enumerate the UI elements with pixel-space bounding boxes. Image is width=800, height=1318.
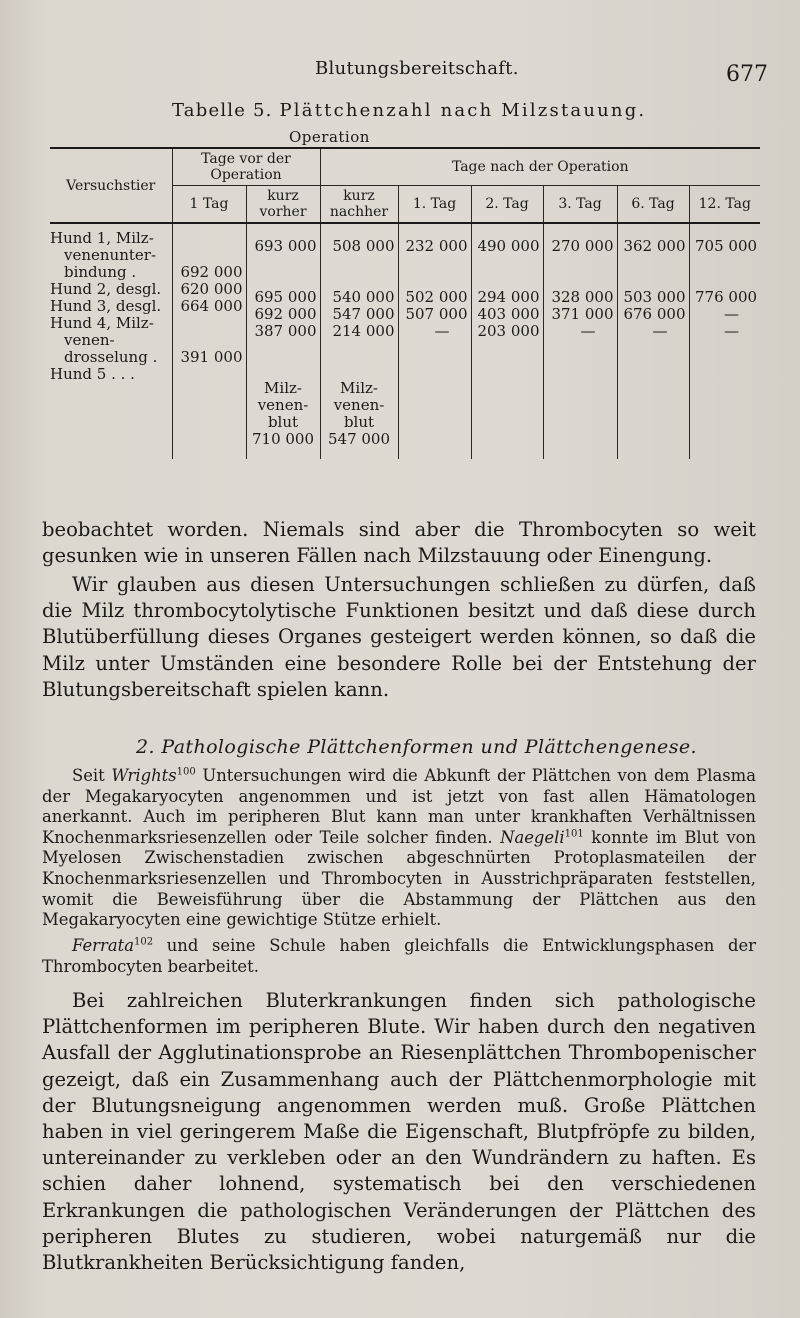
author-wright: Wrights: [111, 766, 177, 785]
paragraph-5-text: Bei zahlreichen Bluterkrankungen finden sich pathologische Plättchenformen im peripheren Blute. Wir haben durch den negativen Ausfall der Agglutinationsprobe an Riesenplättchen Thrombopenischer gezeigt, daß ein Zusammenhang auch der Plättchenmorphologie mit der Blutungsneigung angenommen werden muß. Große Plättchen haben in viel geringerem Maße die Eigenschaft, Blutpfröpfe zu bilden, untereinander zu verkleben oder an den Wundrändern zu haften. Es schien daher lohnend, systematisch bei den verschiedenen Erkrankungen die pathologischen Veränderungen der Plättchen des peripheren Blutes zu studieren, wobei naturgemäß nur die Blutkrankheiten Berücksichtigung fanden,: [42, 989, 756, 1275]
table-superheader: Operation: [289, 128, 370, 146]
paragraph-3: Seit Wrights$^{100}$ Untersuchungen wird die Abkunft der Plättchen von dem Plasma der Megakaryocyten angenommen und ist jetzt von fast allen Hämatologen anerkannt. Auch im peripheren Blut kann man unter krankhaften Verhältnissen Knochenmarksriesenzellen oder Teile solcher finden. Naegeli$^{101}$ konnte im Blut von Myelosen Zwischenstadien zwischen abgeschnürten Protoplasmateilen der Knochenmarksriesenzellen und Thrombocyten in Ausstrichpräparaten feststellen, womit die Beweisführung über die Abstammung der Plättchen aus den Megakaryocyten eine gewichtige Stütze erhielt.: [42, 766, 757, 930]
header-col-6-tag: 6. Tag: [617, 186, 689, 224]
header-col-1-tag-after: 1. Tag: [398, 186, 471, 224]
ref-100: 100: [176, 766, 196, 778]
ref-102: 102: [133, 936, 154, 948]
running-head-title: Blutungsbereitschaft.: [315, 58, 519, 79]
header-col-3-tag: 3. Tag: [543, 186, 617, 224]
header-col-2-tag: 2. Tag: [471, 186, 543, 224]
header-col-kurz-nachher: kurz nachher: [320, 186, 398, 224]
column-1-tag-after: 232 000 502 000 507 000 —: [398, 223, 471, 459]
header-group-before: Tage vor der Operation: [172, 148, 320, 186]
header-group-after: Tage nach der Operation: [320, 148, 760, 186]
column-kurz-vorher: 693 000 695 000 692 000 387 000 Milz- venen- blut 710 000: [246, 223, 320, 459]
paragraph-2: [42, 572, 756, 703]
subject-column: Hund 1, Milz- venenunter- bindung . Hund 2, desgl. Hund 3, desgl. Hund 4, Milz- venen- drosselung . Hund 5 . . .: [50, 229, 162, 383]
column-3-tag: 270 000 328 000 371 000 —: [543, 223, 617, 459]
paragraph-4: Ferrata$^{102}$ und seine Schule haben gleichfalls die Entwicklungsphasen der Thrombocyten bearbeitet.: [42, 936, 756, 976]
column-6-tag: 362 000 503 000 676 000 —: [617, 223, 689, 459]
column-kurz-nachher: 508 000 540 000 547 000 214 000 Milz- venen- blut 547 000: [320, 223, 398, 459]
table-caption: [172, 100, 646, 121]
paragraph-2-text: Wir glauben aus diesen Untersuchungen schließen zu dürfen, daß die Milz thrombocytolytische Funktionen besitzt und daß diese durch Blutüberfüllung dieses Organes gesteigert werden können, so daß die Milz unter Umständen eine besondere Rolle bei der Entstehung der Blutungsbereitschaft spielen kann.: [42, 573, 756, 701]
author-ferrata: Ferrata: [72, 936, 134, 955]
table-caption-title: Plättchenzahl nach Milzstauung.: [279, 100, 647, 121]
header-col-12-tag: 12. Tag: [689, 186, 760, 224]
paragraph-5: [42, 988, 756, 1276]
paragraph-1-text: beobachtet worden. Niemals sind aber die Thrombocyten so weit gesunken wie in unseren Fällen nach Milzstauung oder Einengung.: [42, 518, 756, 568]
section-heading: 2. Pathologische Plättchenformen und Plättchengenese.: [136, 736, 697, 758]
column-1-tag: 692 000 620 000 664 000 391 000: [172, 223, 246, 459]
header-col-1-tag: 1 Tag: [172, 186, 246, 224]
platelet-table: [50, 147, 760, 459]
header-subject: Versuchstier: [50, 148, 172, 223]
ref-101: 101: [564, 828, 584, 840]
running-head: [0, 58, 800, 88]
header-col-kurz-vorher: kurz vorher: [246, 186, 320, 224]
paragraph-1: [42, 517, 756, 569]
table-caption-prefix: Tabelle 5.: [172, 100, 273, 121]
author-naegeli: Naegeli: [500, 827, 565, 847]
page-number: 677: [726, 62, 768, 87]
column-2-tag: 490 000 294 000 403 000 203 000: [471, 223, 543, 459]
column-12-tag: 705 000 776 000 — —: [689, 223, 760, 459]
